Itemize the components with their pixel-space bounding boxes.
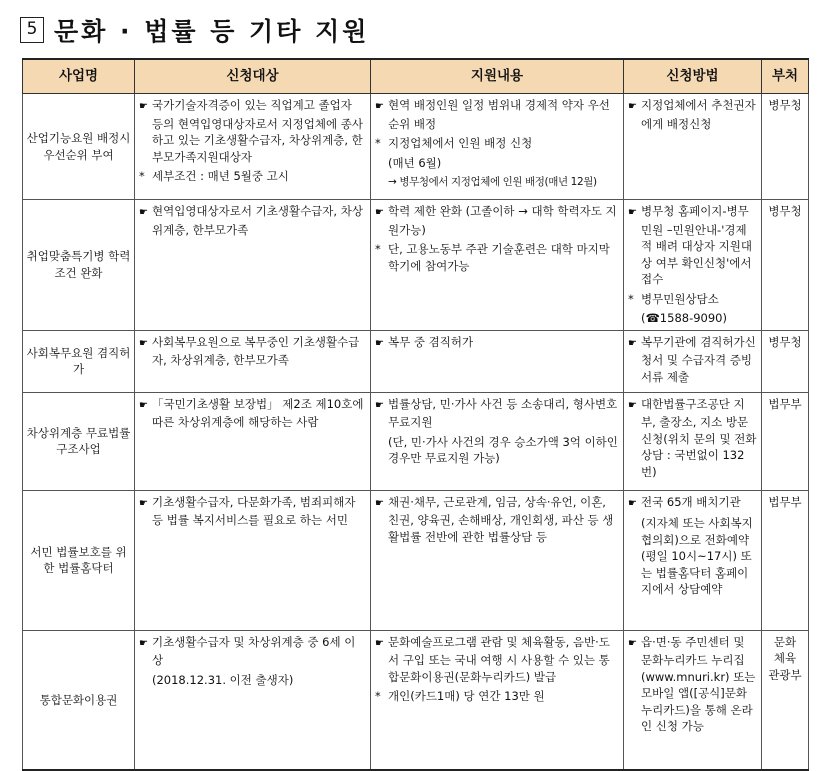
table-header-row: [23, 59, 809, 94]
bullet-item: ☛ 현역입영대상자로서 기초생활수급자, 차상위계층, 한부모가족: [139, 203, 366, 238]
column-header-content: 지원내용: [371, 59, 624, 94]
program-name: 사회복무요원 겸직허가: [23, 330, 135, 392]
department: 병무청: [762, 330, 809, 392]
sub-item: (매년 6월): [388, 155, 442, 170]
department: 병무청: [762, 200, 809, 331]
section-title: [20, 12, 369, 48]
bullet-item: ☛ 현역 배정인원 일정 범위내 경제적 약자 우선순위 배정: [375, 97, 619, 132]
sub-item: (지자체 또는 사회복지협의회)으로 전화예약(평일 10시~17시) 또는 법률홈닥터 홈페이지에서 상담예약: [641, 516, 753, 596]
column-header-target: 신청대상: [135, 59, 371, 94]
sub-item: → 병무청에서 지정업체에 인원 배정(매년 12월): [388, 176, 597, 188]
program-name: 취업맞춤특기병 학력조건 완화: [23, 200, 135, 331]
table-row: [23, 630, 809, 770]
program-name: 통합문화이용권: [23, 630, 135, 770]
department: 법무부: [762, 490, 809, 630]
program-name: 차상위계층 무료법률구조사업: [23, 392, 135, 490]
sub-item: (2018.12.31. 이전 출생자): [152, 672, 294, 687]
program-name: 산업기능요원 배정시 우선순위 부여: [23, 94, 135, 200]
bullet-item: ☛ 읍·면·동 주민센터 및 문화누리카드 누리집(www.mnuri.kr) 또는 모바일 앱([공식]문화누리카드)을 통해 온라인 신청 가능: [628, 634, 757, 735]
sub-item: (☎1588-9090): [641, 311, 727, 325]
cell-target: [135, 630, 371, 770]
column-header-program: 사업명: [23, 59, 135, 94]
note-item: * 병무민원상담소: [628, 291, 757, 308]
table-row: [23, 330, 809, 392]
bullet-item: ☛ 채권·채무, 근로관계, 임금, 상속·유언, 이혼, 친권, 양육권, 손해배상, 개인회생, 파산 등 생활법률 전반에 관한 법률상담 등: [375, 494, 619, 546]
bullet-item: ☛ 대한법률구조공단 지부, 출장소, 지소 방문 신청(위치 문의 및 전화상담 : 국번없이 132번): [628, 396, 757, 481]
bullet-item: ☛ 국가기술자격증이 있는 직업계고 졸업자 등의 현역입영대상자로서 지정업체에 종사하고 있는 기초생활수급자, 차상위계층, 한부모가족지원대상자: [139, 97, 366, 165]
cell-method: [624, 392, 762, 490]
column-header-dept: 부처: [762, 59, 809, 94]
cell-method: [624, 490, 762, 630]
bullet-item: ☛ 「국민기초생활 보장법」 제2조 제10호에 따른 차상위계층에 해당하는 사람: [139, 396, 366, 431]
cell-method: [624, 94, 762, 200]
bullet-item: ☛ 법률상담, 민·가사 사건 등 소송대리, 형사변호 무료지원: [375, 396, 619, 431]
bullet-item: ☛ 지정업체에서 추천권자에게 배정신청: [628, 97, 757, 132]
bullet-item: ☛ 복무 중 겸직허가: [375, 334, 619, 353]
note-item: * 지정업체에서 인원 배정 신청: [375, 135, 619, 152]
department: 법무부: [762, 392, 809, 490]
note-item: * 개인(카드1매) 당 연간 13만 원: [375, 688, 619, 705]
cell-target: [135, 200, 371, 331]
table-row: [23, 490, 809, 630]
support-programs-table: [22, 58, 809, 771]
department: 문화 체육 관광부: [762, 630, 809, 770]
cell-method: [624, 200, 762, 331]
bullet-item: ☛ 전국 65개 배치기관: [628, 494, 757, 513]
cell-method: [624, 630, 762, 770]
sub-item: (단, 민·가사 사건의 경우 승소가액 3억 이하인 경우만 무료지원 가능): [388, 434, 618, 465]
section-number: 5: [20, 17, 44, 43]
cell-content: [371, 392, 624, 490]
note-item: * 단, 고용노동부 주관 기술훈련은 대학 마지막 학기에 참여가능: [375, 241, 619, 274]
cell-target: [135, 490, 371, 630]
cell-target: [135, 392, 371, 490]
program-name: 서민 법률보호를 위한 법률홈닥터: [23, 490, 135, 630]
department: 병무청: [762, 94, 809, 200]
cell-content: [371, 490, 624, 630]
cell-target: [135, 330, 371, 392]
bullet-item: ☛ 병무청 홈페이지-병무민원 –민원안내-'경제적 배려 대상자 지원대상 여부 확인신청'에서 접수: [628, 203, 757, 288]
cell-target: [135, 94, 371, 200]
note-item: * 세부조건 : 매년 5월중 고시: [139, 168, 366, 185]
cell-content: [371, 330, 624, 392]
cell-content: [371, 200, 624, 331]
page-title: 문화 · 법률 등 기타 지원: [54, 17, 370, 46]
table-row: [23, 94, 809, 200]
table-row: [23, 392, 809, 490]
bullet-item: ☛ 사회복무요원으로 복무중인 기초생활수급자, 차상위계층, 한부모가족: [139, 334, 366, 369]
bullet-item: ☛ 학력 제한 완화 (고졸이하 → 대학 학력자도 지원가능): [375, 203, 619, 238]
column-header-method: 신청방법: [624, 59, 762, 94]
bullet-item: ☛ 기초생활수급자, 다문화가족, 범죄피해자 등 법률 복지서비스를 필요로 하는 서민: [139, 494, 366, 529]
bullet-item: ☛ 복무기관에 겸직허가신청서 및 수급자격 증빙서류 제출: [628, 334, 757, 386]
cell-content: [371, 630, 624, 770]
cell-method: [624, 330, 762, 392]
table-row: [23, 200, 809, 331]
bullet-item: ☛ 기초생활수급자 및 차상위계층 중 6세 이상: [139, 634, 366, 669]
cell-content: [371, 94, 624, 200]
bullet-item: ☛ 문화예술프로그램 관람 및 체육활동, 음반·도서 구입 또는 국내 여행 시 사용할 수 있는 통합문화이용권(문화누리카드) 발급: [375, 634, 619, 686]
